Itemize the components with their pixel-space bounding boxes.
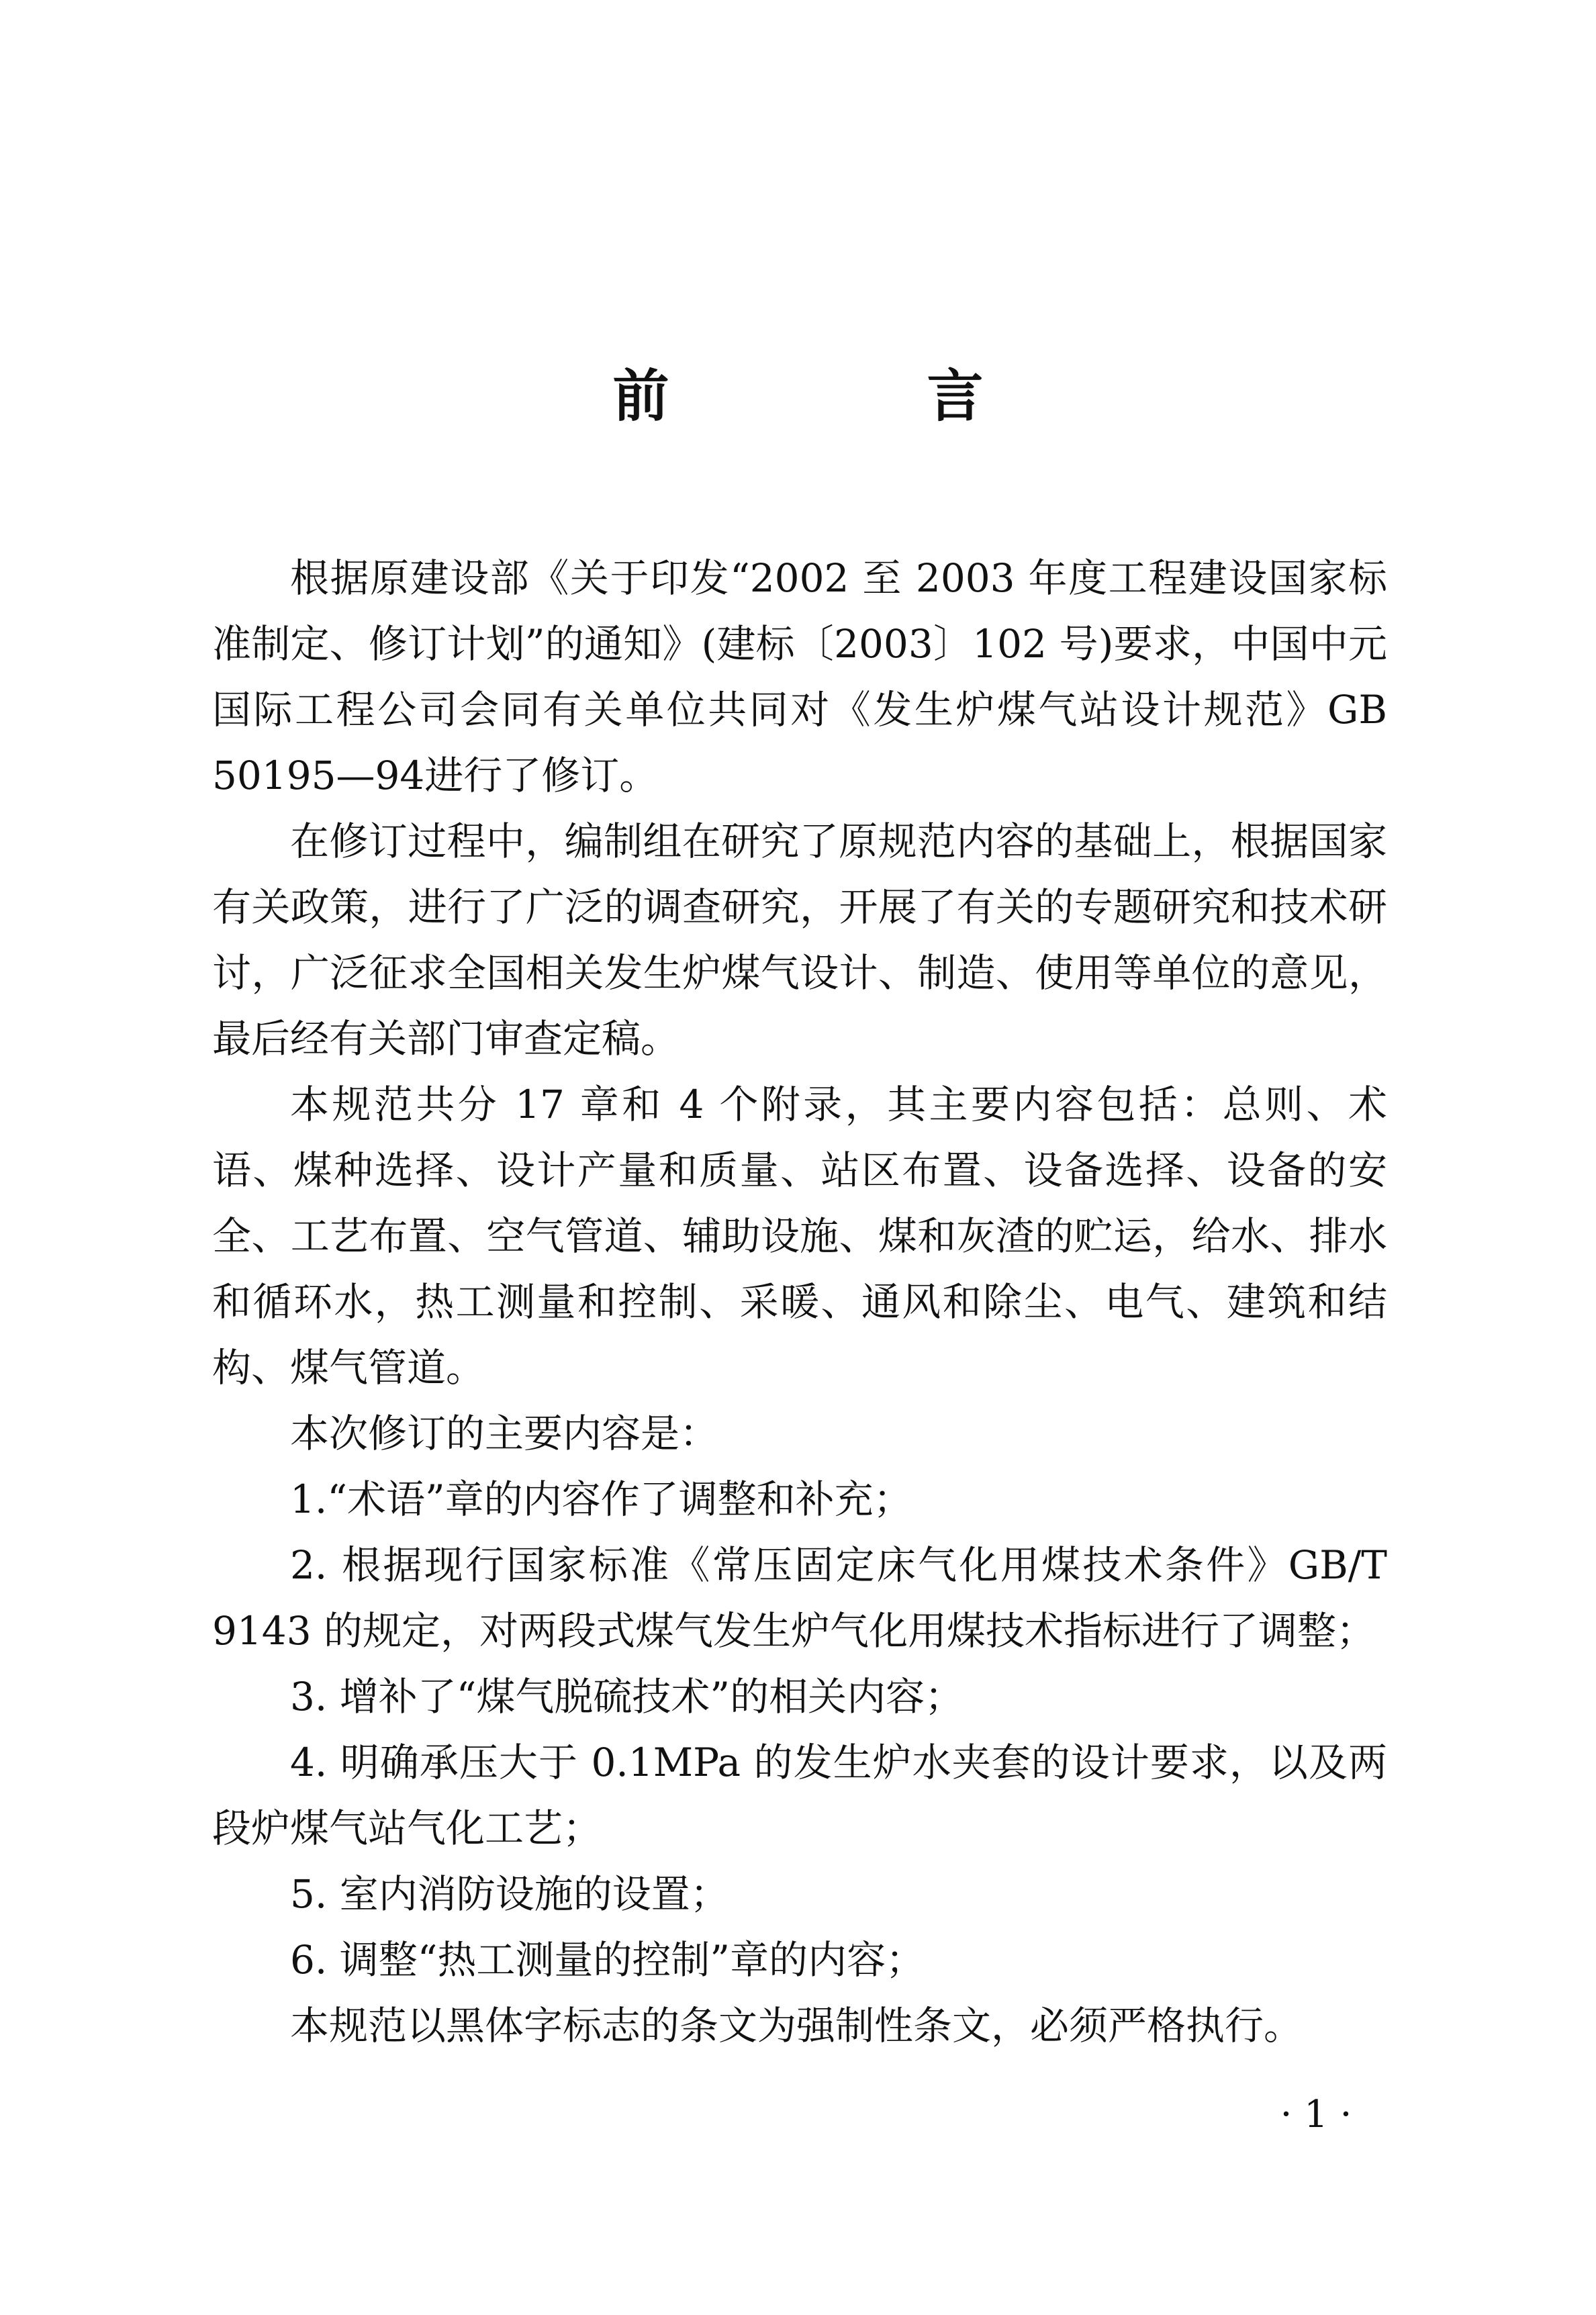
list-item-4: 4. 明确承压大于 0.1MPa 的发生炉水夹套的设计要求，以及两段炉煤气站气化工艺； [212, 1740, 1387, 1851]
list-item-1: 1.“术语”章的内容作了调整和补充； [290, 1476, 912, 1522]
list-item-3: 3. 增补了“煤气脱硫技术”的相关内容； [290, 1674, 964, 1719]
list-item-5: 5. 室内消防设施的设置； [290, 1871, 729, 1917]
paragraph-1: 根据原建设部《关于印发“2002 至 2003 年度工程建设国家标准制定、修订计划”的通知》(建标〔2003〕102 号)要求，中国中元国际工程公司会同有关单位共同对《发生炉煤气站设计规范》GB 50195—94进行了修订。 [212, 555, 1387, 798]
paragraph-2: 在修订过程中，编制组在研究了原规范内容的基础上，根据国家有关政策，进行了广泛的调查研究，开展了有关的专题研究和技术研讨，广泛征求全国相关发生炉煤气设计、制造、使用等单位的意见，最后经有关部门审查定稿。 [212, 818, 1387, 1061]
page-title: 前 言 [612, 363, 1084, 429]
list-item-2: 2. 根据现行国家标准《常压固定床气化用煤技术条件》GB/T 9143 的规定，对两段式煤气发生炉气化用煤技术指标进行了调整； [212, 1542, 1387, 1654]
body-text [212, 545, 1387, 2059]
paragraph-3: 本规范共分 17 章和 4 个附录，其主要内容包括：总则、术语、煤种选择、设计产量和质量、站区布置、设备选择、设备的安全、工艺布置、空气管道、辅助设施、煤和灰渣的贮运，给水、排水和循环水，热工测量和控制、采暖、通风和除尘、电气、建筑和结构、煤气管道。 [212, 1082, 1387, 1390]
paragraph-final: 本规范以黑体字标志的条文为强制性条文，必须严格执行。 [290, 2003, 1303, 2048]
page-number: · 1 · [1280, 2093, 1352, 2136]
paragraph-4: 本次修订的主要内容是： [290, 1411, 719, 1456]
list-item-6: 6. 调整“热工测量的控制”章的内容； [290, 1937, 925, 1983]
